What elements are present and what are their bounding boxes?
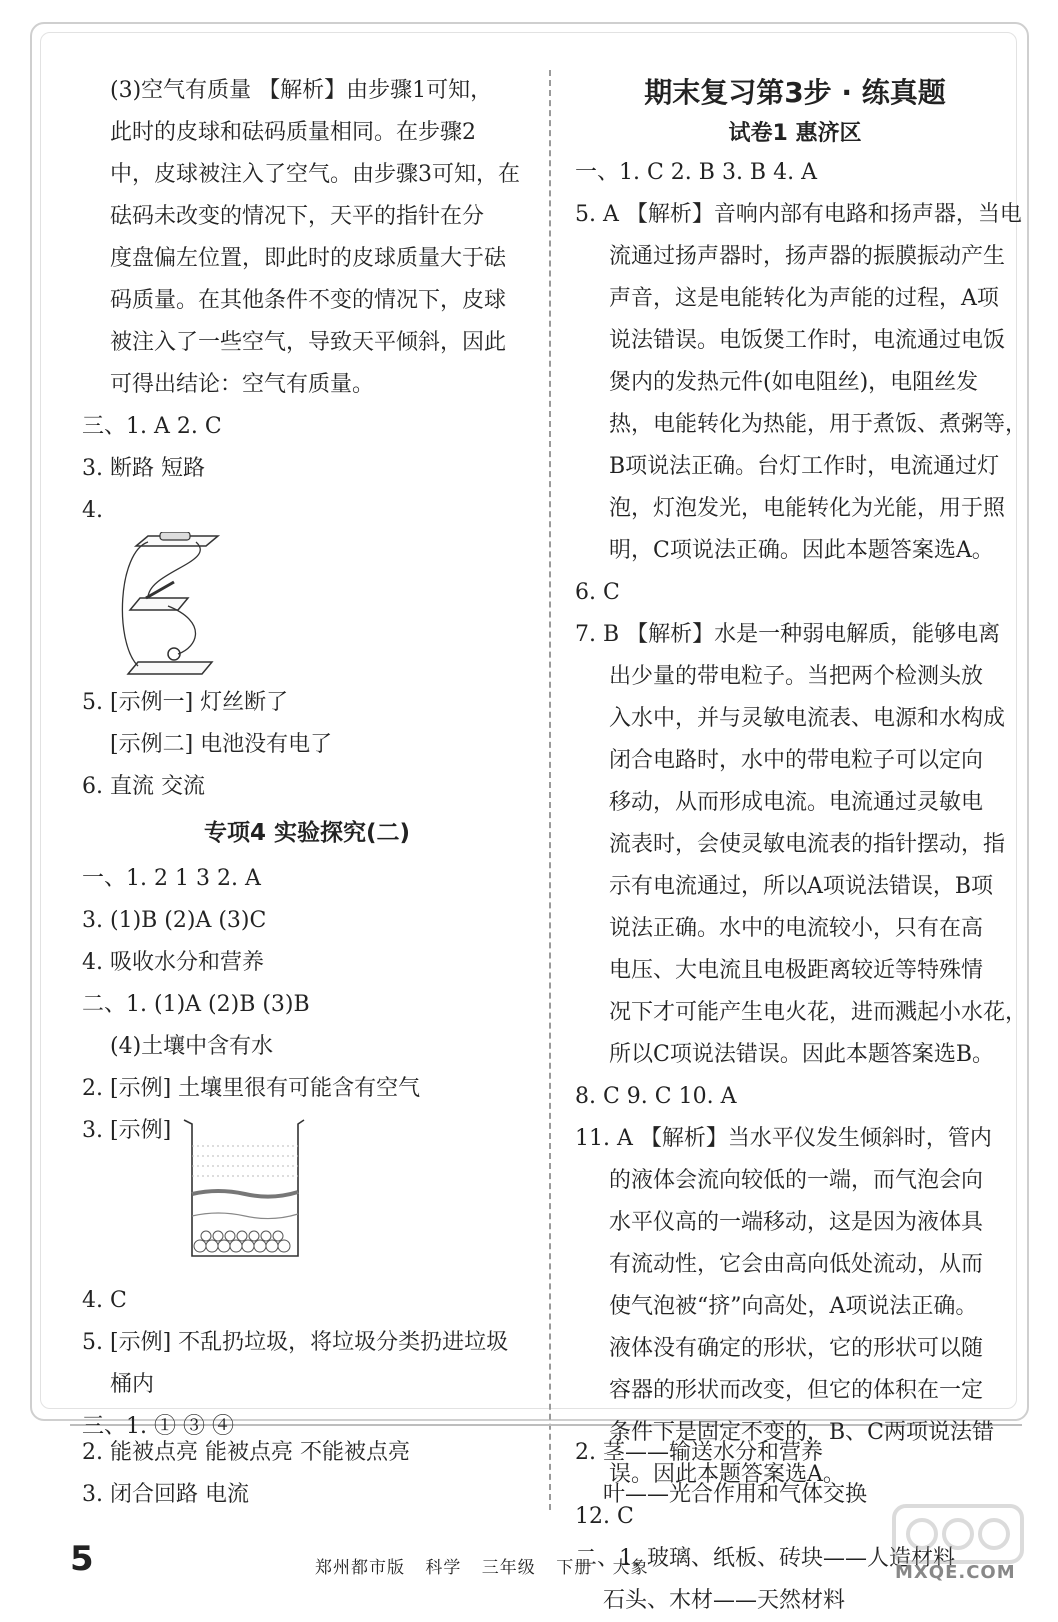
text-line: 度盘偏左位置，即此时的皮球质量大于砝 [110,246,507,271]
text-line: 液体没有确定的形状，它的形状可以随 [609,1336,984,1361]
text-line: 所以C项说法错误。因此本题答案选B。 [609,1042,995,1067]
answer-line: 4. C [82,1288,127,1313]
text-line: (3)空气有质量 【解析】由步骤1可知， [110,78,493,103]
answer-line: 12. C [575,1504,634,1529]
text-line: 声音，这是电能转化为声能的过程，A项 [609,286,999,311]
text-line: 况下才可能产生电火花，进而溅起小水花， [609,1000,1028,1025]
circuit-diagram-icon [108,532,228,682]
answer-line: 2. 茎——输送水分和营养 [575,1440,823,1465]
text-line: 被注入了一些空气，导致天平倾斜，因此 [110,330,507,355]
circuit-diagram [108,532,228,682]
footer-info: 郑州都市版 科学 三年级 下册 大象 [315,1558,649,1578]
answer-line: 6. 直流 交流 [82,774,205,799]
answer-line: 4. [82,498,103,523]
answer-line: 2. [示例] 土壤里很有可能含有空气 [82,1076,421,1101]
right-column [575,70,1028,1622]
paper-subtitle: 试卷1 惠济区 [728,121,862,146]
answer-line: 3. 闭合回路 电流 [82,1482,249,1507]
text-line: 明，C项说法正确。因此本题答案选A。 [609,538,994,563]
beaker-icon [178,1116,308,1266]
answer-line: (4)土壤中含有水 [110,1034,274,1059]
text-line: 可得出结论：空气有质量。 [110,372,375,397]
text-line: 流通过扬声器时，扬声器的振膜振动产生 [609,244,1006,269]
answer-line: 2. 能被点亮 能被点亮 不能被点亮 [82,1440,410,1465]
answer-line: 一、1. 2 1 3 2. A [82,866,261,891]
answer-line: 二、1. 玻璃、纸板、砖块——人造材料 [575,1546,955,1571]
text-line: B项说法正确。台灯工作时，电流通过灯 [609,454,1000,479]
text-line: 码质量。在其他条件不变的情况下，皮球 [110,288,507,313]
answer-line: 桶内 [110,1372,155,1397]
text-line: 砝码未改变的情况下，天平的指针在分 [110,204,485,229]
left-column [82,70,532,1448]
answer-line: 三、1. ① ③ ④ [82,1414,234,1439]
answer-line: 5. [示例一] 灯丝断了 [82,690,289,715]
text-line: 出少量的带电粒子。当把两个检测头放 [609,664,984,689]
answer-line: 5. [示例] 不乱扔垃圾，将垃圾分类扔进垃圾 [82,1330,509,1355]
text-line: 使气泡被“挤”向高处，A项说法正确。 [609,1294,978,1319]
text-line: 的液体会流向较低的一端，而气泡会向 [609,1168,984,1193]
left-bottom-block [82,1432,542,1516]
answer-line: 三、1. A 2. C [82,414,222,439]
page-number: 5 [70,1539,94,1579]
text-line: 说法错误。电饭煲工作时，电流通过电饭 [609,328,1006,353]
watermark-text: MXQE.COM [895,1562,1016,1583]
text-line: 容器的形状而改变，但它的体积在一定 [609,1378,984,1403]
example-block [82,1110,532,1280]
text-line: 5. A 【解析】音响内部有电路和扬声器，当电 [575,202,1022,227]
answer-line: 6. C [575,580,620,605]
page-title: 期末复习第3步 · 练真题 [644,76,946,109]
text-line: 水平仪高的一端移动，这是因为液体具 [609,1210,984,1235]
text-line: 说法正确。水中的电流较小，只有在高 [609,916,984,941]
text-line: 煲内的发热元件(如电阻丝)，电阻丝发 [609,370,979,395]
text-line: 此时的皮球和砝码质量相同。在步骤2 [110,120,476,145]
answer-line: 一、1. C 2. B 3. B 4. A [575,160,817,185]
section-title: 专项4 实验探究(二) [203,820,411,846]
text-line: 电压、大电流且电极距离较近等特殊情 [609,958,984,983]
text-line: 入水中，并与灵敏电流表、电源和水构成 [609,706,1006,731]
text-line: 有流动性，它会由高向低处流动，从而 [609,1252,984,1277]
column-divider [549,70,551,1510]
page-footer [70,1539,1020,1585]
answer-line: [示例二] 电池没有电了 [110,732,333,757]
answer-line: 二、1. (1)A (2)B (3)B [82,992,310,1017]
answer-line: 石头、木材——天然材料 [603,1588,846,1613]
answer-line: 叶——光合作用和气体交换 [603,1482,868,1507]
answer-line: 8. C 9. C 10. A [575,1084,737,1109]
answer-line: 4. 吸收水分和营养 [82,950,264,975]
text-line: 误。因此本题答案选A。 [609,1462,845,1487]
text-line: 条件下是固定不变的，B、C两项说法错 [609,1420,995,1445]
text-line: 流表时，会使灵敏电流表的指针摆动，指 [609,832,1006,857]
answer-line: 3. (1)B (2)A (3)C [82,908,267,933]
text-line: 闭合电路时，水中的带电粒子可以定向 [609,748,984,773]
text-line: 11. A 【解析】当水平仪发生倾斜时，管内 [575,1126,992,1151]
text-line: 7. B 【解析】水是一种弱电解质，能够电离 [575,622,1001,647]
beaker-diagram [178,1116,308,1279]
text-line: 移动，从而形成电流。电流通过灵敏电 [609,790,984,815]
text-line: 示有电流通过，所以A项说法错误，B项 [609,874,994,899]
answer-line: 3. 断路 短路 [82,456,205,481]
answer-line: 3. [示例] [82,1118,172,1143]
text-line: 热，电能转化为热能，用于煮饭、煮粥等， [609,412,1028,437]
text-line: 中，皮球被注入了空气。由步骤3可知，在 [110,162,520,187]
text-line: 泡，灯泡发光，电能转化为光能，用于照 [609,496,1006,521]
